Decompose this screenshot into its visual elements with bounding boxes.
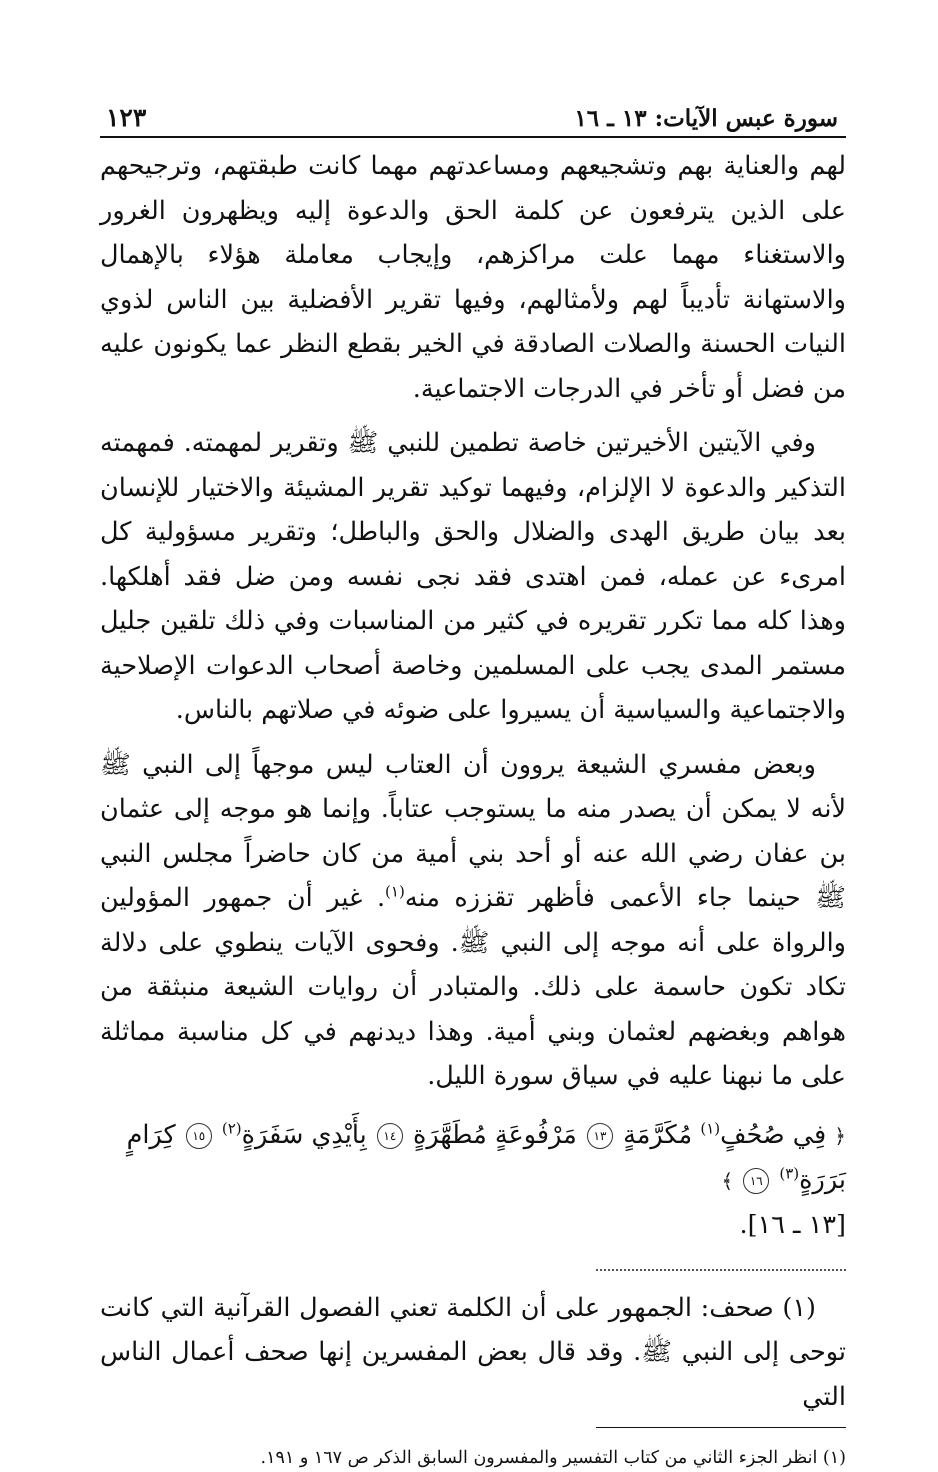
paragraph-3-part-b: . غير أن جمهور المؤولين والرواة على أنه موجه إلى النبي ﷺ. وفحوى الآيات ينطوي على دلالة تكاد تكون حاسمة على ذلك. والمتبادر أن روايات الشيعة منبثقة من هواهم وبغضهم لعثمان وبني أمية. وهذا ديدنهم في كل مناسبة مماثلة على ما نبهنا عليه في سياق سورة الليل. bbox=[100, 883, 846, 1091]
book-page bbox=[100, 96, 846, 1472]
ayah-marker-13: ١٣ bbox=[587, 1123, 613, 1149]
verse-segment-3: مَرْفُوعَةٍ مُطَهَّرَةٍ bbox=[412, 1119, 577, 1150]
verse-open-bracket: ﴿ bbox=[834, 1123, 846, 1148]
verse-citation: [١٣ ـ ١٦]. bbox=[739, 1209, 846, 1240]
verse-commentary bbox=[100, 1286, 846, 1420]
running-header bbox=[100, 96, 846, 132]
verse-note-ref-3[interactable]: (٣) bbox=[779, 1164, 800, 1182]
main-text bbox=[100, 144, 846, 1099]
quran-verse bbox=[100, 1113, 846, 1247]
footnote-rule bbox=[596, 1427, 846, 1428]
verse-close-bracket: ﴾ bbox=[721, 1168, 734, 1193]
paragraph-3-part-a: وبعض مفسري الشيعة يروون أن العتاب ليس موجهاً إلى النبي ﷺ لأنه لا يمكن أن يصدر منه ما يستوجب عتاباً. وإنما هو موجه إلى عثمان بن عفان رضي الله عنه أو أحد بني أمية من كان حاضراً مجلس النبي ﷺ حينما جاء الأعمى فأظهر تقززه منه bbox=[100, 749, 846, 913]
ayah-marker-16: ١٦ bbox=[743, 1168, 769, 1194]
verse-segment-4: بِأَيْدِي سَفَرَةٍ bbox=[241, 1119, 367, 1150]
verse-segment-1: فِي صُحُفٍ bbox=[720, 1119, 827, 1150]
paragraph-2: وفي الآيتين الأخيرتين خاصة تطمين للنبي ﷺ وتقرير لمهمته. فمهمته التذكير والدعوة لا الإلزام، وفيهما توكيد تقرير المشيئة والاختيار للإنسان بعد بيان طريق الهدى والضلال والحق والباطل؛ وتقرير مسؤولية كل امرىء عن عمله، فمن اهتدى فقد نجى نفسه ومن ضل فقد أهلكها. وهذا كله مما تكرر تقريره في كثير من المناسبات وفي ذلك تلقين جليل مستمر المدى يجب على المسلمين وخاصة أصحاب الدعوات الإصلاحية والاجتماعية والسياسية أن يسيروا على ضوئه في صلاتهم بالناس. bbox=[100, 428, 846, 725]
ayah-marker-14: ١٤ bbox=[377, 1123, 403, 1149]
header-rule bbox=[100, 136, 846, 138]
surah-title: سورة عبس الآيات: ١٣ ـ ١٦ bbox=[574, 105, 838, 132]
paragraph-1: لهم والعناية بهم وتشجيعهم ومساعدتهم مهما كانت طبقتهم، وترجيحهم على الذين يترفعون عن كلمة الحق والدعوة إليه ويظهرون الغرور والاستغناء مهما علت مراكزهم، وإيجاب معاملة هؤلاء بالإهمال والاستهانة تأديباً لهم ولأمثالهم، وفيها تقرير الأفضلية بين الناس لذوي النيات الحسنة والصلات الصادقة في الخير بقطع النظر عما يكونون عليه من فضل أو تأخر في الدرجات الاجتماعية. bbox=[100, 151, 846, 404]
commentary-note-1: (١) صحف: الجمهور على أن الكلمة تعني الفصول القرآنية التي كانت توحى إلى النبي ﷺ. وقد قال بعض المفسرين إنها صحف أعمال الناس التي bbox=[100, 1292, 846, 1412]
verse-note-ref-1[interactable]: (١) bbox=[700, 1119, 721, 1137]
ayah-marker-15: ١٥ bbox=[186, 1123, 212, 1149]
footnote-reference[interactable]: (١) bbox=[385, 882, 405, 901]
verse-segment-5: كِرَامٍ بَرَرَةٍ bbox=[126, 1119, 846, 1195]
page-number: ١٢٣ bbox=[106, 103, 147, 132]
dotted-separator bbox=[596, 1269, 846, 1272]
page-footnote: (١) انظر الجزء الثاني من كتاب التفسير والمفسرون السابق الذكر ص ١٦٧ و ١٩١. bbox=[260, 1448, 846, 1468]
verse-note-ref-2[interactable]: (٢) bbox=[221, 1119, 242, 1137]
verse-segment-2: مُكَرَّمَةٍ bbox=[623, 1119, 693, 1150]
paragraph-3 bbox=[100, 743, 846, 1099]
